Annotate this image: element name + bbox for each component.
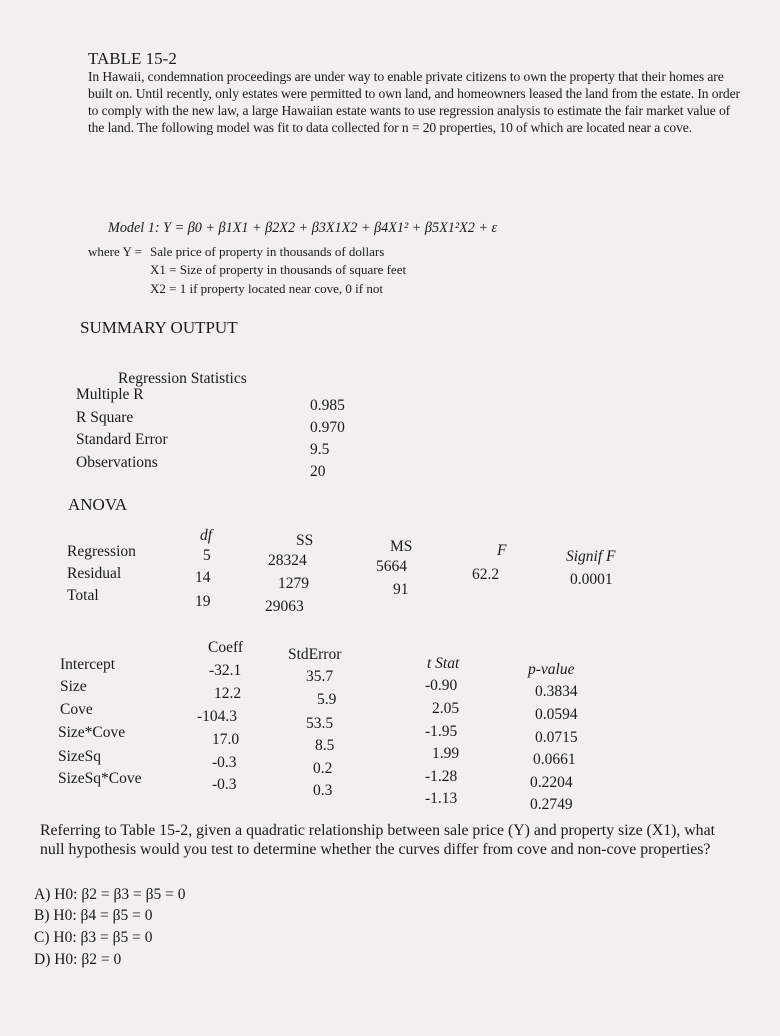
stat-value: 0.985	[310, 397, 345, 414]
anova-row-label: Total	[67, 587, 99, 604]
anova-df: 14	[195, 569, 211, 586]
coef-value: 17.0	[212, 731, 240, 748]
coef-value: -0.3	[212, 754, 237, 771]
anova-ms: 91	[393, 581, 409, 598]
coef-value: -0.3	[212, 776, 237, 793]
coef-header-coeff: Coeff	[208, 639, 244, 656]
anova-header-ss: SS	[296, 532, 314, 549]
stat-label: Standard Error	[76, 431, 168, 448]
anova-header-ms: MS	[390, 538, 413, 555]
coef-header-stderr: StdError	[288, 646, 342, 663]
tstat-value: -1.95	[425, 723, 458, 740]
answer-option-c[interactable]: C) H0: β3 = β5 = 0	[34, 929, 153, 946]
question-text: Referring to Table 15-2, given a quadratic relationship between sale price (Y) and property size (X1), what null hypothesis would you test to determine whether the curves differ from cove and non-cove properties?	[40, 822, 715, 858]
pvalue-value: 0.0661	[533, 751, 576, 768]
where-label: where Y =	[88, 244, 143, 259]
coef-value: -32.1	[209, 662, 242, 679]
stat-label: R Square	[76, 409, 134, 426]
anova-header-df: df	[200, 527, 213, 544]
stat-value: 9.5	[310, 441, 330, 458]
answer-option-b[interactable]: B) H0: β4 = β5 = 0	[34, 907, 153, 924]
stderr-value: 0.2	[313, 760, 333, 777]
definition-y: Sale price of property in thousands of dollars	[150, 244, 385, 259]
stat-label: Observations	[76, 454, 158, 471]
anova-row-label: Residual	[67, 565, 122, 582]
anova-f-value: 62.2	[472, 566, 500, 583]
stat-value: 20	[310, 463, 326, 480]
definition-x1: X1 = Size of property in thousands of square feet	[150, 262, 407, 277]
coef-row-label: Intercept	[60, 656, 116, 673]
stderr-value: 0.3	[313, 782, 333, 799]
answer-option-a[interactable]: A) H0: β2 = β3 = β5 = 0	[34, 886, 186, 903]
model-equation: Model 1: Y = β0 + β1X1 + β2X2 + β3X1X2 + β4X1² + β5X1²X2 + ε	[108, 220, 498, 236]
stderr-value: 53.5	[306, 715, 334, 732]
coef-row-label: Cove	[60, 701, 93, 718]
stderr-value: 8.5	[315, 737, 335, 754]
summary-title: SUMMARY OUTPUT	[80, 318, 238, 337]
coef-value: -104.3	[197, 708, 238, 725]
pvalue-value: 0.2749	[530, 796, 573, 813]
intro-paragraph: In Hawaii, condemnation proceedings are under way to enable private citizens to own the property that their homes are built on. Until recently, only estates were permitted to own land, and homeowners leased the land from the estate. In order to comply with the new law, a large Hawaiian estate wants to use regression analysis to estimate the fair market value of the land. The following model was fit to data collected for n = 20 properties, 10 of which are located near a cove.	[88, 69, 740, 135]
pvalue-value: 0.0594	[535, 706, 578, 723]
pvalue-value: 0.2204	[530, 774, 573, 791]
coef-row-label: SizeSq*Cove	[58, 770, 142, 787]
tstat-value: -0.90	[425, 677, 458, 694]
pvalue-value: 0.0715	[535, 729, 578, 746]
tstat-value: -1.13	[425, 790, 458, 807]
anova-title: ANOVA	[68, 495, 128, 514]
tstat-value: 1.99	[432, 745, 460, 762]
tstat-value: -1.28	[425, 768, 458, 785]
coef-header-pvalue: p-value	[528, 661, 575, 678]
stat-label: Multiple R	[76, 386, 144, 403]
anova-row-label: Regression	[67, 543, 136, 560]
anova-header-signif-f: Signif F	[566, 548, 616, 565]
stderr-value: 35.7	[306, 668, 334, 685]
anova-ss: 28324	[268, 552, 307, 569]
anova-df: 5	[203, 547, 211, 564]
answer-option-d[interactable]: D) H0: β2 = 0	[34, 951, 122, 968]
tstat-value: 2.05	[432, 700, 460, 717]
regression-statistics-heading: Regression Statistics	[118, 370, 247, 387]
stat-value: 0.970	[310, 419, 345, 436]
stderr-value: 5.9	[317, 691, 337, 708]
coef-row-label: Size*Cove	[58, 724, 126, 741]
coef-row-label: Size	[60, 678, 87, 695]
coef-row-label: SizeSq	[58, 748, 102, 765]
pvalue-value: 0.3834	[535, 683, 578, 700]
anova-ss: 29063	[265, 598, 304, 615]
anova-ms: 5664	[376, 558, 407, 575]
table-title: TABLE 15-2	[88, 49, 177, 68]
anova-df: 19	[195, 593, 211, 610]
coef-header-tstat: t Stat	[427, 655, 460, 672]
coef-value: 12.2	[214, 685, 242, 702]
anova-signif-f: 0.0001	[570, 571, 613, 588]
definition-x2: X2 = 1 if property located near cove, 0 if not	[150, 281, 383, 296]
anova-ss: 1279	[278, 575, 309, 592]
anova-header-f: F	[497, 542, 507, 559]
